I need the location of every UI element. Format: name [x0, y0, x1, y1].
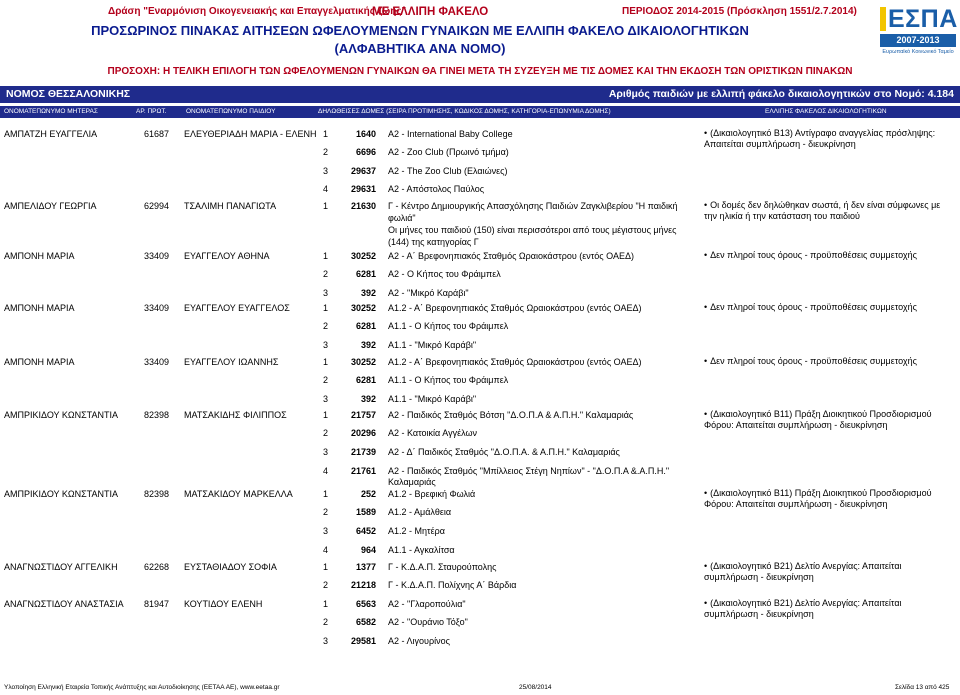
structure-code: 29631: [350, 184, 376, 194]
structure-order: 1: [323, 201, 329, 211]
structure-order: 1: [323, 562, 329, 572]
structure-order: 2: [323, 375, 329, 385]
structure-name: Α2 - The Zoo Club (Ελαιώνες): [388, 166, 508, 176]
structure-code: 392: [360, 340, 376, 350]
protocol-number: 33409: [144, 303, 170, 313]
mother-name: ΑΝΑΓΝΩΣΤΙΔΟΥ ΑΝΑΣΤΑΣΙΑ: [4, 599, 124, 609]
structure-name: Α1.2 - Βρεφική Φωλιά: [388, 489, 476, 499]
child-name: ΕΥΣΤΑΘΙΑΔΟΥ ΣΟΦΙΑ: [184, 562, 277, 572]
structure-name: Α2 - Παιδικός Σταθμός "Μπίλλειος Στέγη Νηπίων" - "Δ.Ο.Π.Α &.Α.Π.Η.": [388, 466, 670, 476]
structure-code: 29581: [350, 636, 376, 646]
structure-code: 21218: [350, 580, 376, 590]
structure-name: Α1.1 - Ο Κήπος του Φράιμπελ: [388, 321, 509, 331]
structure-code: 1589: [355, 507, 376, 517]
structure-name: Α2 - International Baby College: [388, 129, 513, 139]
structure-order: 4: [323, 184, 329, 194]
structure-code: 30252: [350, 251, 376, 261]
structure-order: 3: [323, 288, 329, 298]
missing-docs-remark: • Οι δομές δεν δηλώθηκαν σωστά, ή δεν είναι σύμφωνες με την ηλικία ή την κατάσταση του παιδιού: [704, 200, 954, 222]
missing-docs-remark: • Δεν πληροί τους όρους - προϋποθέσεις συμμετοχής: [704, 250, 954, 261]
structure-name: Α2 - Ο Κήπος του Φράιμπελ: [388, 269, 501, 279]
logo-years: 2007-2013: [880, 34, 956, 47]
mother-name: ΑΜΠΟΝΗ ΜΑΡΙΑ: [4, 357, 75, 367]
mother-name: ΑΜΠΡΙΚΙΔΟΥ ΚΩΝΣΤΑΝΤΙΑ: [4, 410, 119, 420]
period-label: ΠΕΡΙΟΔΟΣ 2014-2015 (Πρόσκληση 1551/2.7.2014): [622, 6, 857, 17]
structure-order: 1: [323, 599, 329, 609]
structure-code: 6281: [355, 269, 376, 279]
footer-page: Σελίδα 13 από 425: [895, 684, 950, 691]
structure-order: 2: [323, 580, 329, 590]
structure-order: 3: [323, 636, 329, 646]
structure-order: 2: [323, 147, 329, 157]
structure-name: Α1.2 - Α΄ Βρεφονηπιακός Σταθμός Ωραιοκάστρου (εντός ΟΑΕΔ): [388, 303, 642, 313]
structure-name: Α2 - Παιδικός Σταθμός Βότση "Δ.Ο.Π.Α & Α.Π.Η." Καλαμαριάς: [388, 410, 634, 420]
mother-name: ΑΜΠΕΛΙΔΟΥ ΓΕΩΡΓΙΑ: [4, 201, 97, 211]
col-protocol: ΑΡ. ΠΡΩΤ.: [136, 108, 167, 115]
logo-subtitle: Ευρωπαϊκό Κοινωνικό Ταμείο: [882, 49, 954, 55]
structure-code: 6452: [355, 526, 376, 536]
child-name: ΕΥΑΓΓΕΛΟΥ ΕΥΑΓΓΕΛΟΣ: [184, 303, 290, 313]
structure-name: Α1.1 - Ο Κήπος του Φράιμπελ: [388, 375, 509, 385]
logo-text: ΕΣΠΑ: [888, 5, 958, 33]
structure-code: 6582: [355, 617, 376, 627]
child-name: ΤΣΑΛΙΜΗ ΠΑΝΑΓΙΩΤΑ: [184, 201, 277, 211]
structure-code: 392: [360, 394, 376, 404]
child-name: ΕΛΕΥΘΕΡΙΑΔΗ ΜΑΡΙΑ - ΕΛΕΝΗ: [184, 129, 317, 139]
missing-docs-remark: • (Δικαιολογητικό Β13) Αντίγραφο αναγγελίας πρόσληψης: Απαιτείται συμπλήρωση - διευκρίνηση: [704, 128, 954, 150]
structure-code: 964: [360, 545, 376, 555]
col-child: ΟΝΟΜΑΤΕΠΩΝΥΜΟ ΠΑΙΔΙΟΥ: [186, 108, 276, 115]
page-title: ΠΡΟΣΩΡΙΝΟΣ ΠΙΝΑΚΑΣ ΑΙΤΗΣΕΩΝ ΩΦΕΛΟΥΜΕΝΩΝ ΓΥΝΑΙΚΩΝ ΜΕ ΕΛΛΙΠΗ ΦΑΚΕΛΟ ΔΙΚΑΙΟΛΟΓΗΤΙΚΩΝ: [91, 23, 749, 38]
structure-order: 3: [323, 340, 329, 350]
mother-name: ΑΜΠΑΤΖΗ ΕΥΑΓΓΕΛΙΑ: [4, 129, 98, 139]
prefecture-bar: [0, 86, 960, 103]
structure-code: 21630: [350, 201, 376, 211]
structure-order: 3: [323, 394, 329, 404]
structure-code: 29637: [350, 166, 376, 176]
structure-code: 6281: [355, 375, 376, 385]
col-structures: ΔΗΛΩΘΕΙΣΕΣ ΔΟΜΕΣ (ΣΕΙΡΑ ΠΡΟΤΙΜΗΣΗΣ, ΚΩΔΙΚΟΣ ΔΟΜΗΣ, ΚΑΤΗΓΟΡΙΑ-ΕΠΩΝΥΜΙΑ ΔΟΜΗΣ): [318, 108, 611, 115]
flag-icon: [880, 7, 886, 31]
structure-code: 1377: [355, 562, 376, 572]
structure-code: 6696: [355, 147, 376, 157]
structure-code: 252: [360, 489, 376, 499]
structure-code: 6563: [355, 599, 376, 609]
missing-docs-remark: • (Δικαιολογητικό Β21) Δελτίο Ανεργίας: Απαιτείται συμπλήρωση - διευκρίνηση: [704, 598, 954, 620]
structure-order: 1: [323, 129, 329, 139]
structure-name: Γ - Κ.Δ.Α.Π. Πολίχνης Α΄ Βάρδια: [388, 580, 517, 590]
structure-order: 1: [323, 489, 329, 499]
structure-code: 392: [360, 288, 376, 298]
child-name: ΜΑΤΣΑΚΙΔΗΣ ΦΙΛΙΠΠΟΣ: [184, 410, 287, 420]
missing-docs-remark: • (Δικαιολογητικό Β11) Πράξη Διοικητικού Προσδιορισμού Φόρου: Απαιτείται συμπλήρωση - διευκρίνηση: [704, 488, 954, 510]
mother-name: ΑΝΑΓΝΩΣΤΙΔΟΥ ΑΓΓΕΛΙΚΗ: [4, 562, 118, 572]
structure-name: Γ - Κ.Δ.Α.Π. Σταυρούπολης: [388, 562, 497, 572]
missing-docs-remark: • Δεν πληροί τους όρους - προϋποθέσεις συμμετοχής: [704, 302, 954, 313]
prefecture-name: ΝΟΜΟΣ ΘΕΣΣΑΛΟΝΙΚΗΣ: [6, 88, 131, 100]
structure-name: Α2 - Α΄ Βρεφονηπιακός Σταθμός Ωραιοκάστρου (εντός ΟΑΕΔ): [388, 251, 635, 261]
footer-org: Υλοποίηση Ελληνική Εταιρεία Τοπικής Ανάπτυξης και Αυτοδιοίκησης (ΕΕΤΑΑ ΑΕ), www.eetaa.gr: [4, 684, 280, 691]
structure-order: 3: [323, 166, 329, 176]
structure-order: 4: [323, 545, 329, 555]
page-subtitle: (ΑΛΦΑΒΗΤΙΚΑ ΑΝΑ ΝΟΜΟ): [334, 41, 506, 56]
footer-date: 25/08/2014: [519, 684, 552, 691]
structure-name: Α2 - Απόστολος Παύλος: [388, 184, 485, 194]
espa-logo: [880, 3, 956, 61]
structure-name: Γ - Κέντρο Δημιουργικής Απασχόλησης Παιδιών Ζαγκλιβερίου "Η παιδική φωλιά": [388, 201, 678, 223]
structure-name: Α2 - "Ουράνιο Τόξο": [388, 617, 468, 627]
protocol-number: 82398: [144, 489, 170, 499]
structure-name: Α1.2 - Αμάλθεια: [388, 507, 452, 517]
notice-text: ΠΡΟΣΟΧΗ: Η ΤΕΛΙΚΗ ΕΠΙΛΟΓΗ ΤΩΝ ΩΦΕΛΟΥΜΕΝΩΝ ΓΥΝΑΙΚΩΝ ΘΑ ΓΙΝΕΙ ΜΕΤΑ ΤΗ ΣΥΖΕΥΞΗ ΜΕ ΤΙΣ ΔΟΜΕΣ ΚΑΙ ΤΗΝ ΕΚΔΟΣΗ ΤΩΝ ΟΡΙΣΤΙΚΩΝ ΠΙΝΑΚΩΝ: [107, 66, 853, 77]
program-title: Δράση "Εναρμόνιση Οικογενειακής και Επαγγελματικής ζωής": [108, 6, 407, 17]
header-top: [0, 0, 960, 20]
protocol-number: 33409: [144, 251, 170, 261]
form-type: ΜΕ ΕΛΛΙΠΗ ΦΑΚΕΛΟ: [372, 6, 489, 18]
structure-code: 21757: [350, 410, 376, 420]
protocol-number: 62268: [144, 562, 170, 572]
protocol-number: 82398: [144, 410, 170, 420]
protocol-number: 61687: [144, 129, 170, 139]
structure-name-cont: Καλαμαριάς: [388, 477, 436, 487]
child-name: ΚΟΥΤΙΔΟΥ ΕΛΕΝΗ: [184, 599, 263, 609]
structure-name: Α2 - "Γλαροπούλια": [388, 599, 466, 609]
structure-code: 30252: [350, 357, 376, 367]
protocol-number: 62994: [144, 201, 170, 211]
structure-name: Α2 - Δ΄ Παιδικός Σταθμός "Δ.Ο.Π.Α. & Α.Π.Η." Καλαμαριάς: [388, 447, 620, 457]
structure-name: Α2 - "Μικρό Καράβι": [388, 288, 469, 298]
child-name: ΕΥΑΓΓΕΛΟΥ ΙΩΑΝΝΗΣ: [184, 357, 279, 367]
structure-name: Α2 - Zoo Club (Πρωινό τμήμα): [388, 147, 509, 157]
structure-name: Α1.2 - Μητέρα: [388, 526, 445, 536]
structure-code: 1640: [355, 129, 376, 139]
structure-name: Α2 - Κατοικία Αγγέλων: [388, 428, 477, 438]
structure-order: 2: [323, 321, 329, 331]
structure-code: 21761: [350, 466, 376, 476]
mother-name: ΑΜΠΟΝΗ ΜΑΡΙΑ: [4, 303, 75, 313]
structure-code: 6281: [355, 321, 376, 331]
column-header-bar: [0, 106, 960, 118]
children-count: Αριθμός παιδιών με ελλιπή φάκελο δικαιολογητικών στο Νομό: 4.184: [608, 88, 954, 100]
structure-order: 3: [323, 447, 329, 457]
structure-name: Α2 - Λιγουρίνος: [388, 636, 450, 646]
structure-name: Α1.1 - "Μικρό Καράβι": [388, 340, 477, 350]
structure-code: 30252: [350, 303, 376, 313]
structure-code: 21739: [350, 447, 376, 457]
child-name: ΜΑΤΣΑΚΙΔΟΥ ΜΑΡΚΕΛΛΑ: [184, 489, 293, 499]
structure-order: 2: [323, 428, 329, 438]
structure-code: 20296: [350, 428, 376, 438]
structure-order: 2: [323, 269, 329, 279]
missing-docs-remark: • Δεν πληροί τους όρους - προϋποθέσεις συμμετοχής: [704, 356, 954, 367]
structure-order: 4: [323, 466, 329, 476]
mother-name: ΑΜΠΟΝΗ ΜΑΡΙΑ: [4, 251, 75, 261]
protocol-number: 33409: [144, 357, 170, 367]
structure-order: 3: [323, 526, 329, 536]
structure-order: 1: [323, 357, 329, 367]
structure-order: 1: [323, 303, 329, 313]
structure-order: 1: [323, 410, 329, 420]
missing-docs-remark: • (Δικαιολογητικό Β21) Δελτίο Ανεργίας: Απαιτείται συμπλήρωση - διευκρίνηση: [704, 561, 954, 583]
protocol-number: 81947: [144, 599, 170, 609]
missing-docs-remark: • (Δικαιολογητικό Β11) Πράξη Διοικητικού Προσδιορισμού Φόρου: Απαιτείται συμπλήρωση - διευκρίνηση: [704, 409, 954, 431]
structure-order: 1: [323, 251, 329, 261]
structure-name: Α1.2 - Α΄ Βρεφονηπιακός Σταθμός Ωραιοκάστρου (εντός ΟΑΕΔ): [388, 357, 642, 367]
structure-order: 2: [323, 507, 329, 517]
structure-note: Οι μήνες του παιδιού (150) είναι περισσότεροι από τους μέγιστους μήνες (144) της κατηγορίας Γ: [388, 225, 677, 247]
child-name: ΕΥΑΓΓΕΛΟΥ ΑΘΗΝΑ: [184, 251, 270, 261]
mother-name: ΑΜΠΡΙΚΙΔΟΥ ΚΩΝΣΤΑΝΤΙΑ: [4, 489, 119, 499]
structure-name: Α1.1 - Αγκαλίτσα: [388, 545, 455, 555]
structure-name: Α1.1 - "Μικρό Καράβι": [388, 394, 477, 404]
col-mother: ΟΝΟΜΑΤΕΠΩΝΥΜΟ ΜΗΤΕΡΑΣ: [4, 108, 98, 115]
col-missing-docs: ΕΛΛΙΠΗΣ ΦΑΚΕΛΟΣ ΔΙΚΑΙΟΛΟΓΗΤΙΚΩΝ: [765, 108, 887, 115]
structure-order: 2: [323, 617, 329, 627]
